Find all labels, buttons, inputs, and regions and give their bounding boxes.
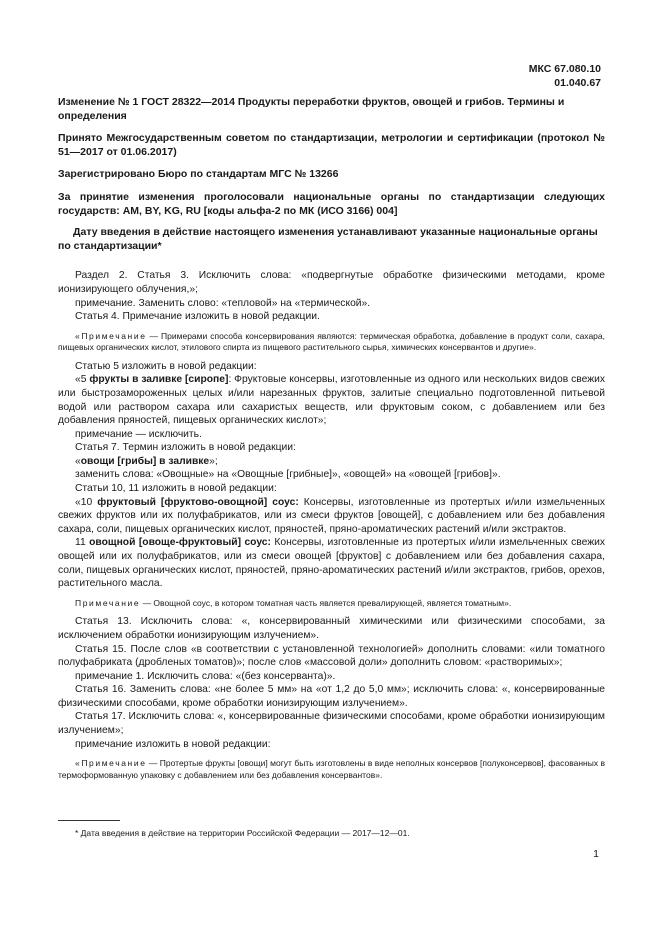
paragraph: Статью 5 изложить в новой редакции: [75,360,257,372]
paragraph: Статьи 10, 11 изложить в новой редакции: [75,483,277,495]
note-text: — Овощной соус, в котором томатная часть является превалирующей, является томатным». [140,597,512,608]
paragraph: примечание. Заменить слово: «тепловой» на «термической». [75,297,371,309]
paragraph: примечание — исключить. [75,428,202,440]
definition: Консервы, изготовленные из протертых и/или измельченных свежих овощей или их полуфабрикатов, или из смеси овощей [фруктов] с добавлением или без добавления сахара, соли, пищевых органических кислот, пряностей, пряно-ароматических растений и/или экстрактов, грибов, орехов, растительного масла. [58,537,605,590]
registered-statement: Зарегистрировано Бюро по стандартам МГС № 13266 [58,168,339,181]
term: овощи [грибы] в заливке [80,455,210,467]
paragraph: Статья 17. Исключить слова: «, консервированные физическими способами, кроме обработки ионизирующим излучением»; [58,711,605,737]
term-definition [58,496,605,537]
paragraph: Раздел 2. Статья 3. Исключить слова: «подвергнутые обработке физическими методами, кроме ионизирующего облучения,»; [58,270,605,295]
paragraph: Статья 7. Термин изложить в новой редакции: [75,442,296,454]
note-label: Примечание [75,597,141,608]
definition: : Фруктовые консервы, изготовленные из одного или нескольких видов свежих или быстрозамороженных целых и/или нарезанных фруктов, залитые специально подготовленной питьевой водой или раствором сахара или сахаристых веществ, или фруктовым соком, с добавлением или без добавления пряностей, пищевых органических кислот»; [58,374,605,427]
paragraph: Статья 15. После слов «в соответствии с установленной технологией» дополнить словами: «или томатного полуфабриката (дробленых томатов)»; после слов «массовой доли» дополнить словом: «растворимых»; [58,643,605,669]
term-number: «10 [75,496,98,508]
footnote-divider [58,820,120,821]
term: фрукты в заливке [сиропе] [89,374,229,386]
term-definition [58,373,605,427]
adopted-statement: Принято Межгосударственным советом по стандартизации, метрологии и сертификации (протокол № 51—2017 от 01.06.2017) [58,132,605,158]
voted-statement: За принятие изменения проголосовали национальные органы по стандартизации следующих государств: AM, BY, KG, RU [коды альфа-2 по МК (ИСО 3166) 004] [58,190,605,217]
term-definition [58,536,605,590]
paragraph: Статья 4. Примечание изложить в новой редакции. [75,311,320,323]
paragraph: примечание изложить в новой редакции: [75,738,271,750]
paragraph: Статья 16. Заменить слова: «не более 5 мм» на «от 1,2 до 5,0 мм»; исключить слова: «, консервированные физическими способами, кроме обработки ионизирующим излучением». [58,684,605,709]
term-definition [58,455,605,469]
note-text: — Протертые фрукты [овощи] могут быть изготовлены в виде неполных консервов [полуконсервов], фасованных в термоформованную упаковку с добавлением или без добавления консервантов». [58,758,605,780]
paragraph: Статья 13. Исключить слова: «, консервированный химическими или физическими способами, за исключением обработки ионизирующим излучением». [58,616,605,641]
term: овощной [овоще-фруктовый] соус: [89,537,271,549]
note-text: — Примерами способа консервирования являются: термическая обработка, добавление в продукт соли, сахара, пищевых органических кислот, этилового спирта из пищевого растительного сырья, химических консервантов и другие». [58,330,605,353]
footnote: * Дата введения в действие на территории Российской Федерации — 2017—12—01. [75,828,410,838]
term-number: 11 [75,537,90,549]
term-number: «5 [75,374,90,386]
note-label: «Примечание [75,758,147,769]
quote-open: « [75,455,81,467]
classification-codes [529,62,601,90]
note [58,331,605,354]
paragraph: примечание 1. Исключить слова: «(без консерванта)». [75,670,336,682]
note [58,758,605,781]
amendment-title: Изменение № 1 ГОСТ 28322—2014 Продукты переработки фруктов, овощей и грибов. Термины и определения [58,96,565,122]
mks-code-1: МКС 67.080.10 [528,63,601,75]
paragraph: заменить слова: «Овощные» на «Овощные [грибные]», «овощей» на «овощей [грибов]». [75,469,501,481]
effective-date-statement: Дату введения в действие настоящего изменения устанавливают указанные национальные органы по стандартизации* [58,226,598,252]
page-number: 1 [593,848,599,860]
mks-code-2: 01.040.67 [554,77,601,89]
term: фруктовый [фруктово-овощной] соус: [97,496,299,508]
quote-close: »; [209,455,218,467]
note [58,598,605,610]
amendment-body [58,269,605,781]
note-label: «Примечание [75,330,147,341]
definition: Консервы, изготовленные из протертых и/или измельченных свежих фруктов или их полуфабрикатов, или из смеси фруктов [овощей], с добавлением или без добавления сахара, соли, пищевых органических кислот, пряностей, пряно-ароматических растений и/или экстрактов. [58,496,606,535]
